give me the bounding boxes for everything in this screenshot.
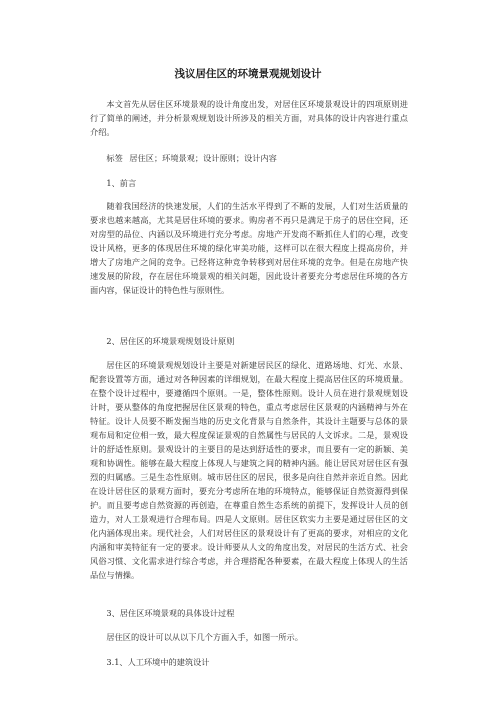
section-paragraph-3: 居住区的设计可以从以下几个方面入手，如图一所示。 (106, 632, 303, 642)
section-heading-1: 1、前言 (106, 178, 137, 188)
section-heading-3-1: 3.1、人工环境中的建筑设计 (106, 657, 210, 667)
keyword-item: 环境景观； (162, 153, 204, 163)
keywords-line (90, 151, 408, 165)
keyword-item: 设计内容 (244, 153, 277, 163)
document-title: 浅议居住区的环境景观规划设计 (174, 68, 322, 80)
section-paragraph-2: 居住区的环境景观规划设计主要是对新建居民区的绿化、道路场地、灯光、水景、配套设置等方面，通过对各种因素的详细规划，在最大程度上提高居住区的环境质量。在整个设计过程中，要遵循四个原则。一是，整体性原则。设计人员在进行景观规划设计时，要从整体的角度把握居住区景观的特色，重点考虑居住区景观的内涵精神与外在特征。设计人员要不断发掘当地的历史文化背景与自然条件，其设计主题要与总体的景观布局和定位相一致，最大程度保证景观的自然属性与居民的人文诉求。二是，景观设计的舒适性原则。景观设计的主要目的是达到舒适性的要求，而且要有一定的新颖、美观和协调性。能够在最大程度上体现人与建筑之间的精神内涵。能让居民对居住区有强烈的归属感。三是生态性原则。城市居住区的居民，很多是向往自然并亲近自然。因此在设计居住区的景观方面时，要充分考虑所在地的环境特点，能够保证自然资源得到保护。而且要考虑自然资源的再创造，在尊重自然生态系统的前提下，发挥设计人员的创造力，对人工景观进行合理布局。四是人文原则。居住区软实力主要是通过居住区的文化内涵体现出来。现代社会，人们对居住区的景观设计有了更高的要求，对相应的文化内涵和审美特征有一定的要求。设计师要从人文的角度出发，对居民的生活方式、社会风俗习惯、文化需求进行综合考虑，并合理搭配各种要素，在最大程度上体现人的生活品位与情操。 (90, 360, 408, 580)
section-heading-3: 3、居住区环境景观的具体设计过程 (106, 608, 235, 618)
section-paragraph-1: 随着我国经济的快速发展，人们的生活水平得到了不断的发展，人们对生活质量的要求也越来越高，尤其是居住环境的要求。购房者不再只是满足于房子的居住空间，还对房型的品位、内涵以及环境进行充分考虑。房地产开发商不断抓住人们的心理，改变设计风格，更多的体现居住环境的绿化审美功能，这样可以在很大程度上提高房价，并增大了房地产之间的竞争。已经将这种竞争转移到对居住环境的竞争。但是在房地产快速发展的阶段，存在居住环境景观的相关问题，因此设计者要充分考虑居住环境的各方面内容，保证设计的特色性与原则性。 (90, 201, 408, 295)
keywords-label: 标签 (106, 153, 123, 163)
section-heading-2: 2、居住区的环境景观规划设计原则 (106, 336, 235, 346)
keyword-item: 居住区； (129, 153, 163, 163)
keyword-item: 设计原则； (203, 153, 245, 163)
abstract-paragraph: 本文首先从居住区环境景观的设计角度出发，对居住区环境景观设计的四项原则进行了简单的阐述，并分析景观规划设计所涉及的相关方面，对具体的设计内容进行重点介绍。 (90, 99, 408, 137)
